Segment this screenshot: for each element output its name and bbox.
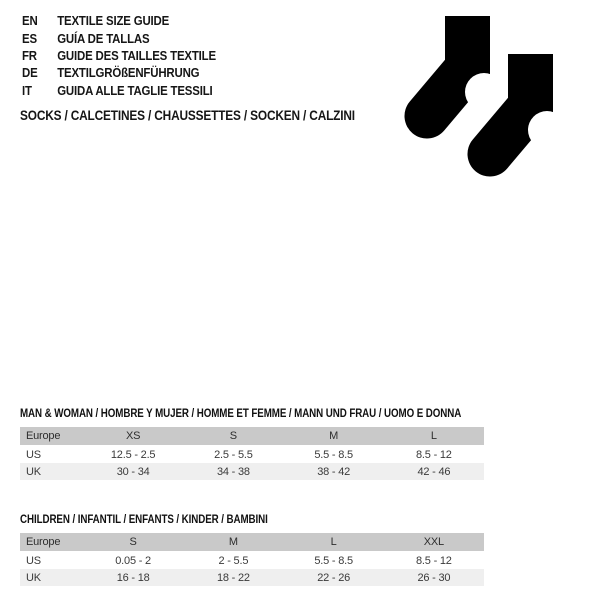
- size-cell: 12.5 - 2.5: [83, 446, 183, 463]
- language-list: [22, 12, 242, 99]
- size-table: [20, 427, 484, 480]
- size-cell: 5.5 - 8.5: [284, 446, 384, 463]
- language-text: GUIDE DES TAILLES TEXTILE: [57, 47, 216, 63]
- size-cell: 30 - 34: [83, 463, 183, 480]
- column-header: M: [183, 533, 283, 552]
- row-label: UK: [20, 463, 83, 480]
- category-title: SOCKS / CALCETINES / CHAUSSETTES / SOCKEN / CALZINI: [20, 108, 355, 123]
- language-text: TEXTILGRÖßENFÜHRUNG: [57, 65, 200, 81]
- column-header: XXL: [384, 533, 484, 552]
- size-cell: 2 - 5.5: [183, 552, 283, 569]
- size-cell: 0.05 - 2: [83, 552, 183, 569]
- language-row: [22, 29, 216, 46]
- column-header: M: [284, 427, 384, 446]
- size-table: [20, 533, 484, 586]
- language-code: FR: [22, 47, 37, 63]
- size-cell: 5.5 - 8.5: [284, 552, 384, 569]
- size-cell: 38 - 42: [284, 463, 384, 480]
- size-cell: 8.5 - 12: [384, 552, 484, 569]
- table-title: CHILDREN / INFANTIL / ENFANTS / KINDER / BAMBINI: [20, 514, 268, 526]
- language-row: [22, 47, 216, 64]
- size-cell: 2.5 - 5.5: [183, 446, 283, 463]
- size-cell: 26 - 30: [384, 569, 484, 586]
- table-man-woman: [20, 408, 484, 480]
- column-header: L: [384, 427, 484, 446]
- column-header: XS: [83, 427, 183, 446]
- language-row: [22, 12, 216, 29]
- language-row: [22, 82, 216, 99]
- language-text: GUIDA ALLE TAGLIE TESSILI: [57, 82, 213, 98]
- column-header: Europe: [20, 427, 83, 446]
- table-children: [20, 514, 484, 586]
- language-code: ES: [22, 30, 37, 46]
- row-label: US: [20, 446, 83, 463]
- language-code: EN: [22, 13, 38, 29]
- row-label: US: [20, 552, 83, 569]
- column-header: S: [83, 533, 183, 552]
- socks-icon: [402, 6, 570, 178]
- language-code: DE: [22, 65, 38, 81]
- sock-front-icon: [490, 54, 566, 154]
- column-header: L: [284, 533, 384, 552]
- size-cell: 22 - 26: [284, 569, 384, 586]
- table-title: MAN & WOMAN / HOMBRE Y MUJER / HOMME ET FEMME / MANN UND FRAU / UOMO E DONNA: [20, 408, 462, 420]
- sock-back-icon: [427, 16, 503, 116]
- size-cell: 18 - 22: [183, 569, 283, 586]
- column-header: Europe: [20, 533, 83, 552]
- row-label: UK: [20, 569, 83, 586]
- language-row: [22, 64, 216, 81]
- size-cell: 16 - 18: [83, 569, 183, 586]
- size-cell: 42 - 46: [384, 463, 484, 480]
- language-code: IT: [22, 82, 32, 98]
- size-cell: 34 - 38: [183, 463, 283, 480]
- language-text: GUÍA DE TALLAS: [57, 30, 150, 46]
- column-header: S: [183, 427, 283, 446]
- language-text: TEXTILE SIZE GUIDE: [57, 13, 170, 29]
- size-cell: 8.5 - 12: [384, 446, 484, 463]
